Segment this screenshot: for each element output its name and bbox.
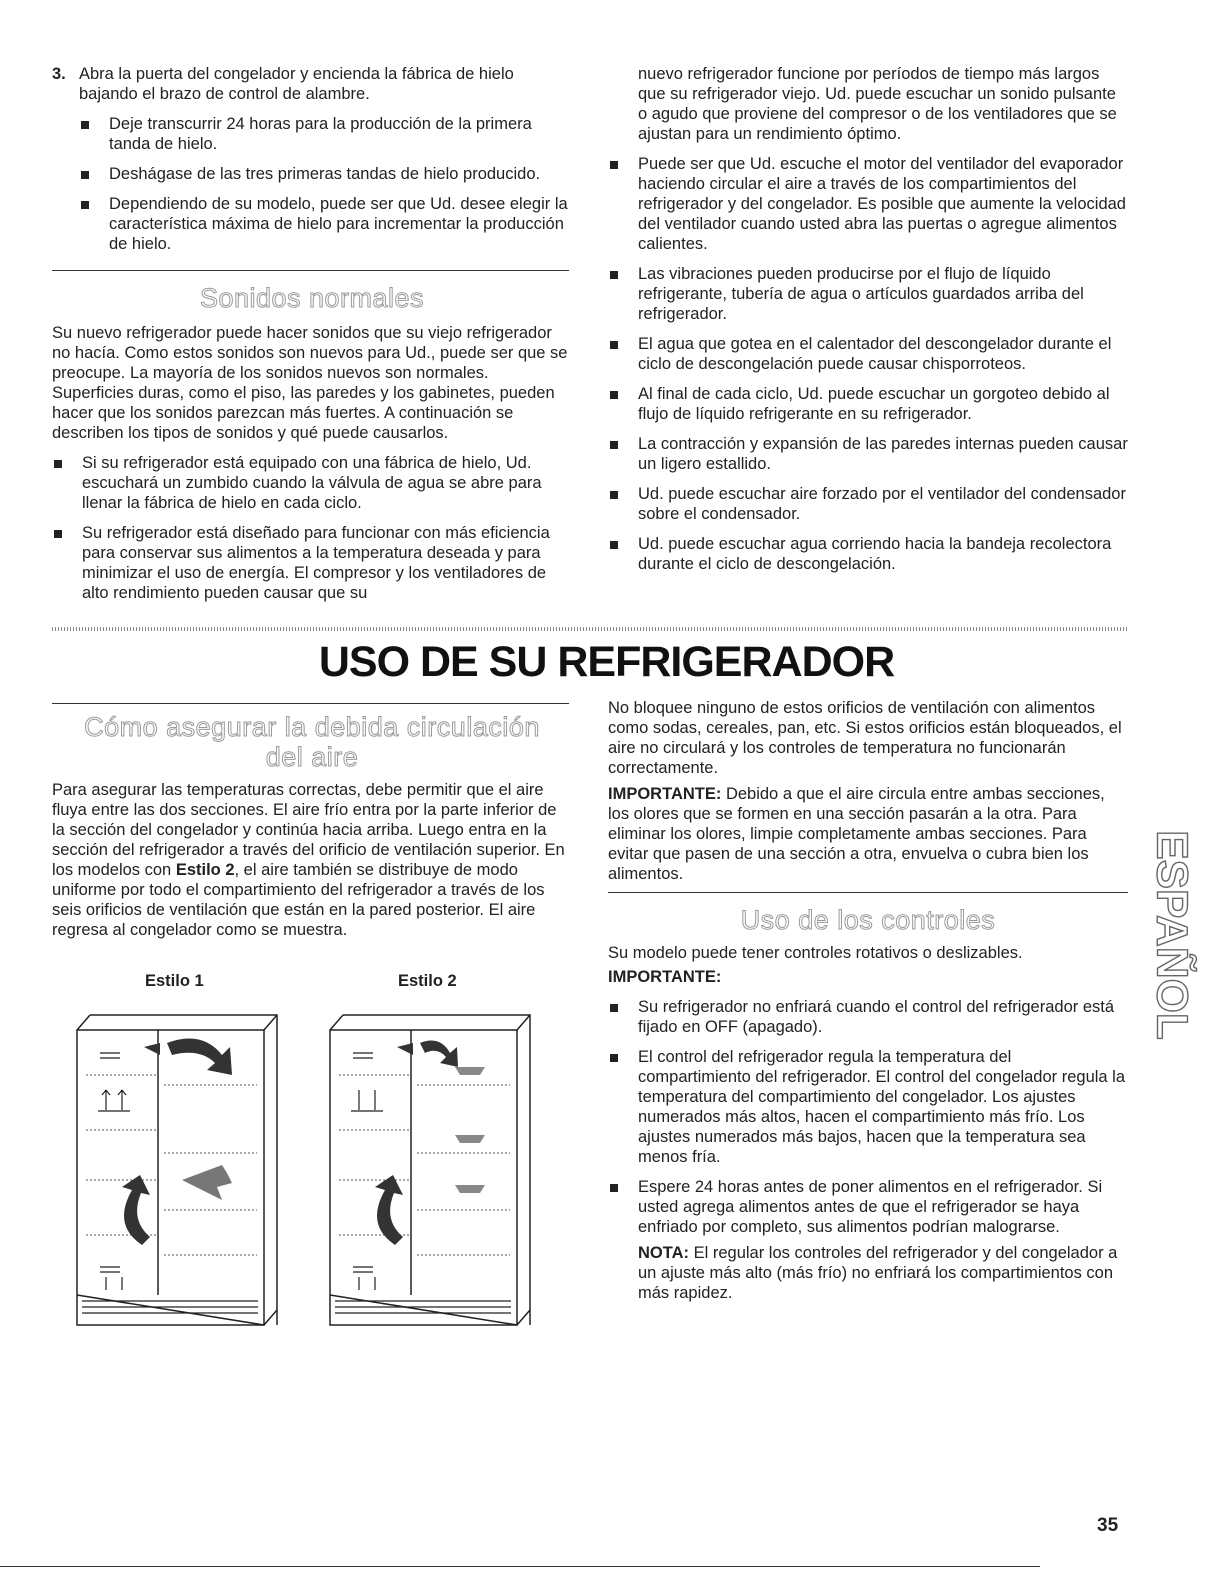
controles-intro: Su modelo puede tener controles rotativos o deslizables. [608,944,1023,962]
sonidos-section [52,283,572,603]
section-heading: Uso de los controles [740,905,996,935]
hatch-divider [52,627,1127,631]
bottom-rule [0,1566,1040,1567]
style2-bold: Estilo 2 [175,861,235,879]
list-item: Si su refrigerador está equipado con una fábrica de hielo, Ud. escuchará un zumbido cuando la válvula de agua se abre para llenar la fábrica de hielo en cada ciclo. [52,453,572,513]
list-item: Puede ser que Ud. escuche el motor del ventilador del evaporador haciendo circular el aire a través de los compartimientos del refrigerador y del congelador. Es posible que aumente la velocidad del ventilador cuando usted abra las puertas o agregue alimentos calientes. [608,154,1128,254]
sonidos-continued [608,64,1128,574]
figure-label-1: Estilo 1 [145,972,204,990]
list-item: Deje transcurrir 24 horas para la producción de la primera tanda de hielo. [79,114,572,154]
important-label: IMPORTANTE: [608,785,722,803]
circulacion-text-a: Para asegurar las temperaturas correctas, debe permitir que el aire fluya entre las dos secciones. El aire frío entra por la parte inferior de la sección del congelador y continúa hacia arriba. Luego entra en la sección del refrigerador a través del orificio de ventilación superior. En los modelos con [52,781,565,879]
list-item: Ud. puede escuchar aire forzado por el ventilador del condensador sobre el condensador. [608,484,1128,524]
page-number: 35 [1097,1515,1119,1536]
list-item: La contracción y expansión de las paredes internas pueden causar un ligero estallido. [608,434,1128,474]
step-3 [52,64,572,254]
list-item: El agua que gotea en el calentador del descongelador durante el ciclo de descongelación puede causar chisporroteos. [608,334,1128,374]
fridge-diagram-style-1 [72,1005,284,1335]
nota-text: El regular los controles del refrigerador y del congelador a un ajuste más alto (más frío) no enfriará los compartimientos con más rapidez. [638,1244,1118,1302]
circulacion-text-b: , el aire también se distribuye de modo uniforme por todo el compartimiento del refrigerador a través de los seis orificios de ventilación que están en la pared posterior. El aire regresa al congelador como se muestra. [52,861,545,939]
circulacion-section [52,712,572,940]
list-item: Espere 24 horas antes de poner alimentos en el refrigerador. Si usted agrega alimentos antes de que el refrigerador se haya enfriado por completo, sus alimentos podrían malograrse. [608,1177,1128,1237]
sonidos-intro: Su nuevo refrigerador puede hacer sonidos que su viejo refrigerador no hacía. Como estos sonidos son nuevos para Ud., puede ser que se preocupe. La mayoría de los sonidos nuevos son normales. Superficies duras, como el piso, las paredes y los gabinetes, pueden hacer que los sonidos parezcan más fuertes. A continuación se describen los tipos de sonidos y qué puede causarlos. [52,324,568,442]
list-item: Su refrigerador está diseñado para funcionar con más eficiencia para conservar sus alimentos a la temperatura deseada y para minimizar el uso de energía. El compresor y los ventiladores de alto rendimiento pueden causar que su [52,523,572,603]
section-heading: Sonidos normales [199,283,425,313]
divider [52,703,569,704]
list-item: Su refrigerador no enfriará cuando el control del refrigerador está fijado en OFF (apagado). [608,997,1128,1037]
important-label: IMPORTANTE: [608,968,722,986]
controles-section [608,905,1128,1303]
side-tab-text: ESPAÑOL [1147,830,1197,1040]
side-tab-graphic [1140,815,1198,1055]
circulacion-continued [608,698,1128,884]
important-text: Debido a que el aire circula entre ambas secciones, los olores que se formen en una sección pasarán a la otra. Para eliminar los olores, limpie completamente ambas secciones. Para evitar que pasen de una sección a otra, envuelva o cubra bien los alimentos. [608,785,1105,883]
list-item: Las vibraciones pueden producirse por el flujo de líquido refrigerante, tubería de agua o artículos guardados arriba del refrigerador. [608,264,1128,324]
list-item: El control del refrigerador regula la temperatura del compartimiento del refrigerador. El control del congelador regula la temperatura del compartimiento del congelador. Los ajustes numerados más altos, hacen el compartimiento más frío. Los ajustes numerados más bajos, hacen que la temperatura sea menos fría. [608,1047,1128,1167]
step-text: Abra la puerta del congelador y encienda la fábrica de hielo bajando el brazo de control de alambre. [79,65,514,103]
section-heading: Cómo asegurar la debida circulación [84,712,540,742]
list-item: Al final de cada ciclo, Ud. puede escuchar un gorgoteo debido al flujo de líquido refrigerante en su refrigerador. [608,384,1128,424]
fridge-diagram-style-2 [325,1005,537,1335]
page-title: USO DE SU REFRIGERADOR [318,638,895,686]
step-number: 3. [52,65,66,83]
figure-label-2: Estilo 2 [398,972,457,990]
divider [52,270,569,271]
divider [608,892,1128,893]
nota-label: NOTA: [638,1244,690,1262]
list-item: Dependiendo de su modelo, puede ser que Ud. desee elegir la característica máxima de hielo para incrementar la producción de hielo. [79,194,572,254]
list-item: Deshágase de las tres primeras tandas de hielo producido. [79,164,572,184]
list-item: Ud. puede escuchar agua corriendo hacia la bandeja recolectora durante el ciclo de descongelación. [608,534,1128,574]
language-side-tab [1140,815,1198,1055]
block-warning: No bloquee ninguno de estos orificios de ventilación con alimentos como sodas, cereales, pan, etc. Si estos orificios están bloqueados, el aire no circulará y los controles de temperatura no funcionarán correctamente. [608,699,1122,777]
continued-text: nuevo refrigerador funcione por períodos de tiempo más largos que su refrigerador viejo. Ud. puede escuchar un sonido pulsante o agudo que proviene del compresor o de los ventiladores que se ajustan para un rendimiento óptimo. [638,65,1117,143]
section-heading-line2: del aire [265,742,359,772]
